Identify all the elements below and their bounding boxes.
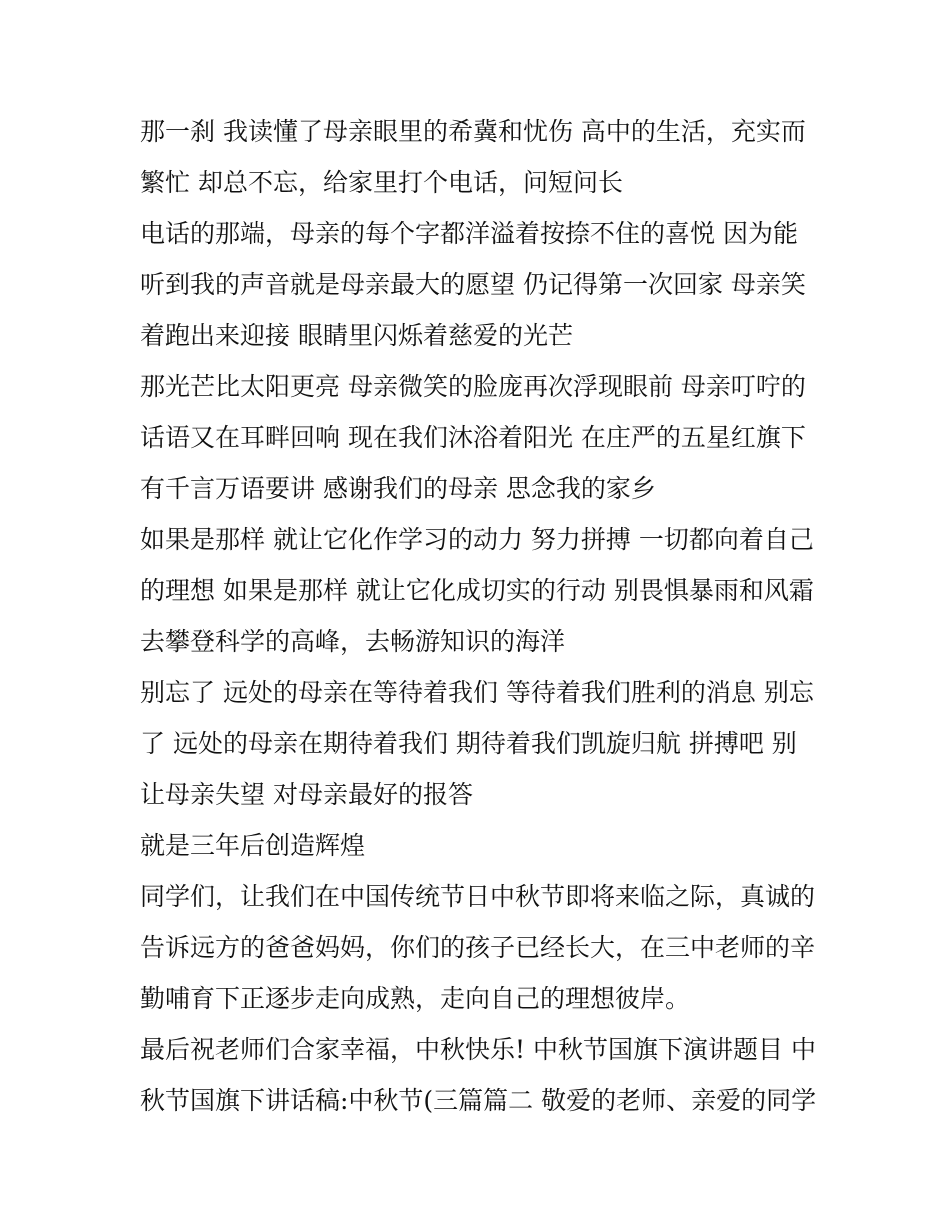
text-line: 让母亲失望 对母亲最好的报答 — [140, 780, 473, 809]
text-line: 那一刹 我读懂了母亲眼里的希冀和忧伤 高中的生活，充实而 — [140, 117, 806, 146]
text-line: 去攀登科学的高峰，去畅游知识的海洋 — [140, 627, 566, 656]
text-line: 那光芒比太阳更亮 母亲微笑的脸庞再次浮现眼前 母亲叮咛的 — [140, 372, 806, 401]
document-body — [140, 106, 820, 1126]
text-line: 告诉远方的爸爸妈妈，你们的孩子已经长大，在三中老师的辛 — [140, 933, 816, 962]
text-line: 有千言万语要讲 感谢我们的母亲 思念我的家乡 — [140, 474, 656, 503]
text-line: 就是三年后创造辉煌 — [140, 831, 366, 860]
text-line: 如果是那样 就让它化作学习的动力 努力拼搏 一切都向着自己 — [140, 525, 814, 554]
text-line: 听到我的声音就是母亲最大的愿望 仍记得第一次回家 母亲笑 — [140, 270, 806, 299]
text-line: 最后祝老师们合家幸福，中秋快乐! 中秋节国旗下演讲题目 中 — [140, 1035, 816, 1064]
text-line: 着跑出来迎接 眼睛里闪烁着慈爱的光芒 — [140, 321, 573, 350]
text-line: 勤哺育下正逐步走向成熟，走向自己的理想彼岸。 — [140, 984, 691, 1013]
text-line: 话语又在耳畔回响 现在我们沐浴着阳光 在庄严的五星红旗下 — [140, 423, 806, 452]
text-line: 繁忙 却总不忘，给家里打个电话，问短问长 — [140, 168, 623, 197]
text-line: 了 远处的母亲在期待着我们 期待着我们凯旋归航 拼搏吧 别 — [140, 729, 797, 758]
text-line: 秋节国旗下讲话稿:中秋节(三篇篇二 敬爱的老师、亲爱的同学 — [140, 1086, 817, 1115]
text-line: 的理想 如果是那样 就让它化成切实的行动 别畏惧暴雨和风霜 — [140, 576, 814, 605]
text-line: 同学们，让我们在中国传统节日中秋节即将来临之际，真诚的 — [140, 882, 816, 911]
text-line: 电话的那端，母亲的每个字都洋溢着按捺不住的喜悦 因为能 — [140, 219, 798, 248]
text-line: 别忘了 远处的母亲在等待着我们 等待着我们胜利的消息 别忘 — [140, 678, 814, 707]
